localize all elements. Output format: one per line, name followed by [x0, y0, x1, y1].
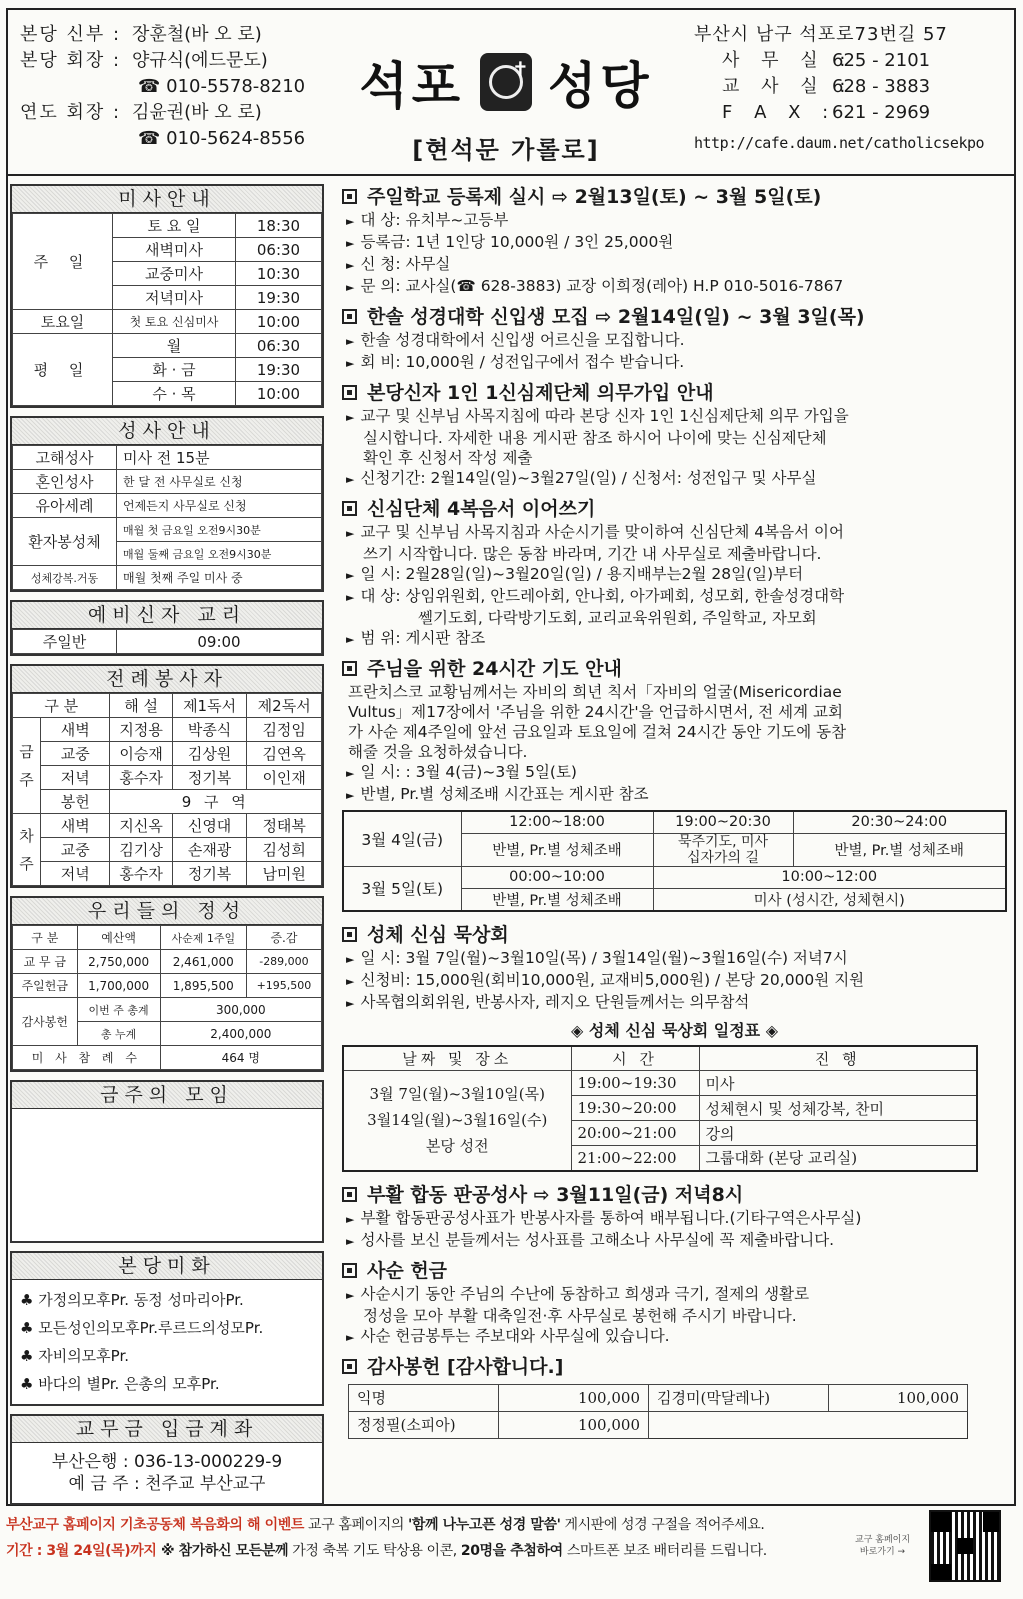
retreat-dates: 3월 7일(월)~3월10일(목) 3월14일(월)~3월16일(수) 본당 성전	[343, 1071, 571, 1171]
event-line-2: 기간 : 3월 24일(목)까지 ※ 참가하신 모든분께 가정 축복 기도 탁상용 이콘, 20명을 추첨하여 스마트폰 보조 배터리를 드립니다.	[6, 1543, 767, 1559]
saturday-label: 토요일	[13, 310, 113, 334]
contact-teachers: 교 사 실 :628 - 3883	[722, 76, 931, 97]
triangle-bullet-icon: ►	[346, 215, 355, 228]
list-item: ♣ 자비의모후Pr.	[20, 1347, 130, 1365]
address: 부산시 남구 석포로73번길 57	[694, 24, 948, 45]
notice-lent: 사순 헌금 ► 사순시기 동안 주님의 수난에 동참하고 희생과 극기, 절제의 생활로 정성을 모아 부활 대축일전·후 사무실로 봉헌해 주시기 바랍니다. ► 사순 헌금봉투는 주보대와 사무실에 있습니다.	[342, 1258, 1007, 1348]
church-logo-icon: ✝	[480, 53, 532, 111]
notice-eucharist: 성체 신심 묵상회 ► 일 시: 3월 7일(월)~3월10일(목) / 3월14일(월)~3월16일(수) 저녁7시 ► 신청비: 15,000원(회비10,000원, 교재비5,000원) / 본당 20,000원 지원 ► 사목협의회위원, 반봉사자, 레지오 단원들께서는 의무참석 ◈ 성체 신심 묵상회 일정표 ◈ 날짜 및 장소 시 간 진 행 3월 7일(월)~3월10일(목) 3월14일(월)~3월16일(수) 본당 성전 19:00~19:30 미사 19:30~20:00 성체현시 및 성체강복, 찬미 20:00~21:00 강의 21:00~22:00 그룹대화 (본당 교리실)	[342, 922, 1007, 1172]
mass-title: 미사안내	[12, 186, 322, 213]
contact-info	[694, 22, 984, 156]
liturgy-box: 전례봉사자 구 분 해 설 제1독서 제2독서 금 주 새벽 지정용 박종식 김정임 교중 이승재 김상원 김연옥 저녁 홍수자 정기복 이인재 봉헌 9 구 역 차 주 새벽 지신옥 신영대 정태복 교중 김기상 손재광 김성희 저녁 홍수자 정기복 남미원	[10, 664, 324, 888]
catechumen-title: 예비신자 교리	[12, 602, 322, 629]
square-bullet-icon	[342, 189, 357, 204]
vp-label: 연도 회장 :	[20, 102, 122, 123]
prayer24-schedule-table: 3월 4일(금) 12:00~18:00 19:00~20:30 20:30~24:00 반별, Pr.별 성체조배 묵주기도, 미사 십자가의 길 반별, Pr.별 성체조배 3월 5일(토) 00:00~10:00 10:00~12:00 반별, Pr.별 성체조배 미사 (성시간, 성체현시)	[342, 810, 1007, 912]
weekday-label: 평 일	[13, 334, 113, 406]
notice-bible-college: 한솔 성경대학 신입생 모집 ⇨ 2월14일(일) ~ 3월 3일(목) ► 한솔 성경대학에서 신입생 어르신을 모집합니다. ► 회 비: 10,000원 / 성전입구에서 접수 받습니다.	[342, 304, 1007, 374]
title-left: 석포	[359, 57, 464, 115]
bank-account: 부산은행 : 036-13-000229-9	[51, 1452, 283, 1472]
notice-gospel-copy: 신심단체 4복음서 이어쓰기 ► 교구 및 신부님 사목지침과 사순시기를 맞이하여 신심단체 4복음서 이어 쓰기 시작합니다. 많은 동참 바라며, 기간 내 사무실로 제출바랍니다. ► 일 시: 2월28일(일)~3월20일(일) / 용지배부는2월 28일(일)부터 ► 대 상: 상임위원회, 안드레아회, 안나회, 아가페회, 성모회, 한솔성경대학 쎌기도회, 다락방기도회, 교리교육위원회, 주일학교, 자모회 ► 범 위: 게시판 참조	[342, 496, 1007, 650]
mass-schedule-box: 미사안내 주 일 토 요 일 18:30 새벽미사 06:30 교중미사 10:30 저녁미사 19:30 토요일 첫 토요 신심미사 10:00 평 일 월 06:30 화 · 금 19:30 수 · 목 10:00	[10, 184, 324, 408]
thanks-table: 익명 100,000 김경미(막달레나) 100,000 정정필(소피아) 100,000	[348, 1384, 968, 1439]
contact-office: 사 무 실 :625 - 2101	[722, 50, 931, 71]
notice-easter: 부활 합동 판공성사 ⇨ 3월11일(금) 저녁8시 ► 부활 합동판공성사표가 반봉사자를 통하여 배부됩니다.(기타구역은사무실) ► 성사를 보신 분들께서는 성사표를 고해소나 사무실에 꼭 제출바랍니다.	[342, 1182, 1007, 1252]
this-week-label: 금 주	[13, 718, 41, 814]
notice-one-group: 본당신자 1인 1신심제단체 의무가입 안내 ► 교구 및 신부님 사목지침에 따라 본당 신자 1인 1신심제단체 의무 가입을 실시합니다. 자세한 내용 게시판 참조 하시어 나이에 맞는 신심제단체 확인 후 신청서 작성 제출 ► 신청기간: 2월14일(일)~3월27일(일) / 신청서: 성전입구 및 사무실	[342, 380, 1007, 490]
flower-box	[10, 1251, 324, 1406]
eucharist-table-title: ◈ 성체 신심 묵상회 일정표 ◈	[570, 1020, 779, 1040]
pastor-name: 장훈철(바 오 로)	[132, 24, 262, 45]
president-phone: ☎ 010-5578-8210	[138, 76, 306, 97]
account-title: 교무금 입금계좌	[12, 1416, 322, 1443]
notice-prayer24: 주님을 위한 24시간 기도 안내 프란치스코 교황님께서는 자비의 희년 칙서「자비의 얼굴(Misericordiae Vultus」제17장에서 '주님을 위한 24시간'을 언급하시면서, 전 세계 교회 가 사순 제4주일에 앞선 금요일과 토요일에 걸쳐 24시간 동안 기도에 동참 해줄 것을 요청하셨습니다. ► 일 시: : 3월 4(금)~3월 5일(토) ► 반별, Pr.별 성체조배 시간표는 게시판 참조 3월 4일(금) 12:00~18:00 19:00~20:30 20:30~24:00 반별, Pr.별 성체조배 묵주기도, 미사 십자가의 길 반별, Pr.별 성체조배 3월 5일(토) 00:00~10:00 10:00~12:00 반별, Pr.별 성체조배 미사 (성시간, 성체현시)	[342, 656, 1007, 912]
left-column	[10, 184, 324, 1513]
sunday-label: 주 일	[13, 214, 113, 310]
cafe-url-link[interactable]: http://cafe.daum.net/catholicsekpo	[694, 134, 985, 152]
sacrament-title: 성사안내	[12, 418, 322, 445]
account-holder: 예 금 주 : 천주교 부산교구	[68, 1474, 266, 1494]
right-column	[342, 184, 1007, 1445]
list-item: ♣ 바다의 별Pr. 은총의 모후Pr.	[20, 1375, 220, 1393]
list-item: ♣ 가정의모후Pr. 동정 성마리아Pr.	[20, 1291, 244, 1309]
president-name: 양규식(에드문도)	[132, 50, 268, 71]
offering-title: 우리들의 정성	[12, 898, 322, 925]
meeting-box	[10, 1080, 324, 1243]
list-item: ♣ 모든성인의모후Pr.루르드의성모Pr.	[20, 1319, 264, 1337]
notice-sunday-school: 주일학교 등록제 실시 ⇨ 2월13일(토) ~ 3월 5일(토) ► 대 상: 유치부~고등부 ► 등록금: 1년 1인당 10,000원 / 3인 25,000원 ► 신 청: 사무실 ► 문 의: 교사실(☎ 628-3883) 교장 이희정(레아) H.P 010-5016-7867	[342, 184, 1007, 298]
qr-code-icon[interactable]	[929, 1510, 1001, 1582]
staff-info	[20, 22, 305, 152]
liturgy-title: 전례봉사자	[12, 666, 322, 693]
church-title	[356, 46, 656, 165]
contact-fax: F A X :621 - 2969	[722, 102, 931, 123]
sacrament-box: 성사안내 고해성사 미사 전 15분 혼인성사 한 달 전 사무실로 신청 유아세례 언제든지 사무실로 신청 환자봉성체 매월 첫 금요일 오전9시30분 매월 둘째 금요일 오전9시30분 성체강복.거동 매월 첫째 주일 미사 중	[10, 416, 324, 592]
pastor-label: 본당 신부 :	[20, 24, 122, 45]
flower-title: 본당미화	[12, 1253, 322, 1280]
footer-event	[0, 1510, 1023, 1599]
next-week-label: 차 주	[13, 814, 41, 886]
president-label: 본당 회장 :	[20, 50, 122, 71]
vp-name: 김윤권(바 오 로)	[132, 102, 262, 123]
account-box	[10, 1414, 324, 1505]
event-line-1: 부산교구 홈페이지 기초공동체 복음화의 해 이벤트 교구 홈페이지의 '함께 나누고픈 성경 말씀' 게시판에 성경 구절을 적어주세요.	[6, 1517, 765, 1533]
qr-label: 교구 홈페이지 바로가기 →	[855, 1535, 911, 1557]
header	[6, 8, 1016, 176]
catechumen-box: 예비신자 교리 주일반 09:00	[10, 600, 324, 656]
title-right: 성당	[548, 57, 653, 115]
notice-thanks: 감사봉헌 [감사합니다.] 익명 100,000 김경미(막달레나) 100,000 정정필(소피아) 100,000	[342, 1354, 1007, 1439]
meeting-title: 금주의 모임	[12, 1082, 322, 1109]
vp-phone: ☎ 010-5624-8556	[138, 128, 306, 149]
patron-subtitle: [현석문 가롤로]	[412, 136, 600, 164]
eucharist-schedule-table: 날짜 및 장소 시 간 진 행 3월 7일(월)~3월10일(목) 3월14일(월)~3월16일(수) 본당 성전 19:00~19:30 미사 19:30~20:00 성체현시 및 성체강복, 찬미 20:00~21:00 강의 21:00~22:00 그룹대화 (본당 교리실)	[342, 1045, 978, 1172]
offering-box: 우리들의 정성 구 분 예산액 사순제 1주일 증.감 교 무 금 2,750,000 2,461,000 -289,000 주일헌금 1,700,000 1,895,500 +195,500 감사봉헌 이번 주 총계 300,000 총 누계 2,400,000 미 사 참 례 수 464 명	[10, 896, 324, 1072]
